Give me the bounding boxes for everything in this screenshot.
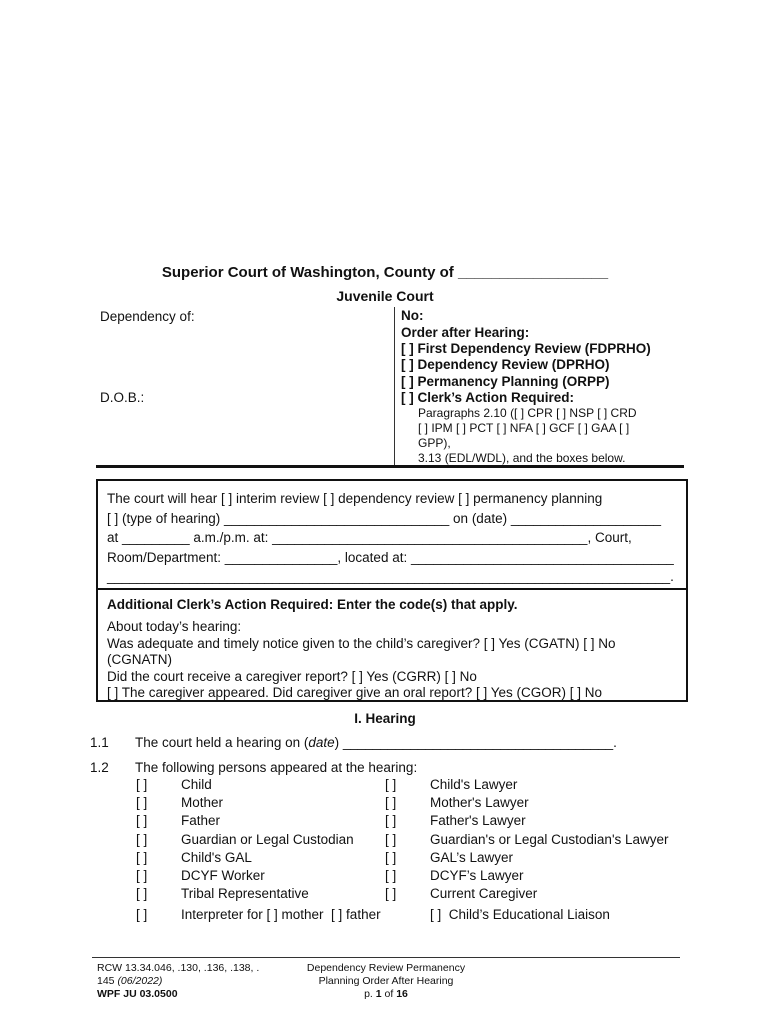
attendee-lawyer-label: Guardian's or Legal Custodian's Lawyer <box>430 831 669 847</box>
footer-rcw: RCW 13.34.046, .130, .136, .138, . <box>97 962 260 974</box>
caption-bottom-rule <box>96 465 684 468</box>
appearances-intro: The following persons appeared at the hearing: <box>135 760 418 775</box>
clerk-line: (CGNATN) <box>107 652 172 667</box>
hearing-date-label: date <box>308 735 335 750</box>
attendee-lawyer-checkbox[interactable]: [ ] <box>385 831 397 847</box>
attendee-checkbox[interactable]: [ ] <box>136 849 148 865</box>
option-clerk-action[interactable]: [ ] Clerk’s Action Required: <box>401 390 575 405</box>
attendee-lawyer-checkbox[interactable]: [ ] <box>385 886 397 902</box>
page-of: of <box>381 988 397 1000</box>
footer-title-2: Planning Order After Hearing <box>318 975 454 987</box>
paragraphs-line-3: GPP), <box>418 436 451 450</box>
hearing-date-line <box>135 735 617 750</box>
footer-title-1: Dependency Review Permanency <box>306 962 466 974</box>
attendee-label: Child's GAL <box>181 849 252 865</box>
paragraphs-line-4: 3.13 (EDL/WDL), and the boxes below. <box>418 451 626 465</box>
attendee-label: Guardian or Legal Custodian <box>181 831 354 847</box>
hearing-notice-box <box>96 479 688 589</box>
attendee-label: Tribal Representative <box>181 886 309 902</box>
attendee-checkbox[interactable]: [ ] <box>136 831 148 847</box>
case-number-label: No: <box>401 308 424 323</box>
attendee-lawyer-checkbox[interactable]: [ ] <box>385 849 397 865</box>
hearing-date-prefix: The court held a hearing on ( <box>135 735 309 750</box>
attendee-checkbox[interactable]: [ ] <box>136 886 148 902</box>
attendee-lawyer-label: GAL’s Lawyer <box>430 849 514 865</box>
footer-rcw-2 <box>97 975 162 988</box>
paragraph-number: 1.1 <box>90 735 109 750</box>
clerk-line[interactable]: Was adequate and timely notice given to the child’s caregiver? [ ] Yes (CGATN) [ ] No <box>107 636 616 651</box>
clerk-action-heading: Additional Clerk’s Action Required: Enter the code(s) that apply. <box>107 597 518 612</box>
footer-date: (06/2022) <box>117 975 163 987</box>
option-dprho[interactable]: [ ] Dependency Review (DPRHO) <box>401 357 610 372</box>
paragraph-number: 1.2 <box>90 760 109 775</box>
attendee-label: Child <box>181 777 212 792</box>
court-subtitle: Juvenile Court <box>336 288 434 304</box>
attendee-checkbox[interactable]: [ ] <box>136 795 148 811</box>
clerk-line[interactable]: [ ] The caregiver appeared. Did caregiver give an oral report? [ ] Yes (CGOR) [ ] No <box>107 685 602 700</box>
footer-form-id: WPF JU 03.0500 <box>97 988 178 1000</box>
footer-rcw-cont: 145 <box>97 975 118 987</box>
footer-page <box>300 988 472 1001</box>
notice-line[interactable]: at _________ a.m./p.m. at: __________________________________________, Court, <box>107 530 632 545</box>
option-fdprho[interactable]: [ ] First Dependency Review (FDPRHO) <box>401 341 651 356</box>
attendee-checkbox[interactable]: [ ] <box>136 868 148 883</box>
hearing-date-field[interactable]: ) ____________________________________. <box>334 735 617 750</box>
page-total: 16 <box>396 988 408 1000</box>
section-heading: I. Hearing <box>354 711 416 726</box>
clerk-line[interactable]: Did the court receive a caregiver report? [ ] Yes (CGRR) [ ] No <box>107 669 477 684</box>
attendee-checkbox[interactable]: [ ] <box>136 813 148 829</box>
notice-line[interactable]: [ ] (type of hearing) ______________________________ on (date) ____________________ <box>107 511 661 526</box>
page-number: 1 <box>375 988 382 1000</box>
paragraphs-line-1: Paragraphs 2.10 ([ ] CPR [ ] NSP [ ] CRD <box>418 406 637 420</box>
court-title: Superior Court of Washington, County of __________________ <box>161 264 609 281</box>
attendee-lawyer-checkbox[interactable]: [ ] <box>385 795 397 811</box>
interpreter-checkbox[interactable]: [ ] <box>136 907 148 922</box>
notice-line[interactable]: Room/Department: _______________, located at: ___________________________________ <box>107 550 674 565</box>
educational-liaison-item[interactable]: [ ] Child’s Educational Liaison <box>430 907 610 922</box>
paragraphs-line-2: [ ] IPM [ ] PCT [ ] NFA [ ] GCF [ ] GAA [ ] <box>418 421 630 435</box>
dependency-of-label: Dependency of: <box>100 309 195 324</box>
order-title: Order after Hearing: <box>401 325 530 340</box>
clerk-action-box <box>96 589 688 702</box>
attendee-label: Father <box>181 813 221 829</box>
footer-rule <box>92 957 680 958</box>
attendee-lawyer-label: Current Caregiver <box>430 886 538 902</box>
interpreter-label[interactable]: Interpreter for [ ] mother [ ] father <box>181 907 381 922</box>
option-orpp[interactable]: [ ] Permanency Planning (ORPP) <box>401 374 610 389</box>
attendee-checkbox[interactable]: [ ] <box>136 777 148 792</box>
notice-line[interactable]: ___________________________________________________________________________. <box>107 569 674 584</box>
attendee-lawyer-label: Child's Lawyer <box>430 777 518 792</box>
attendee-lawyer-label: Father's Lawyer <box>430 813 526 829</box>
attendee-lawyer-checkbox[interactable]: [ ] <box>385 777 397 792</box>
dob-label: D.O.B.: <box>100 390 145 405</box>
notice-line[interactable]: The court will hear [ ] interim review [ ] dependency review [ ] permanency planning <box>107 491 603 506</box>
attendee-label: DCYF Worker <box>181 868 265 883</box>
attendee-lawyer-label: DCYF’s Lawyer <box>430 868 524 883</box>
page-prefix: p. <box>364 988 376 1000</box>
attendee-lawyer-checkbox[interactable]: [ ] <box>385 813 397 829</box>
attendee-lawyer-checkbox[interactable]: [ ] <box>385 868 397 883</box>
attendee-label: Mother <box>181 795 224 811</box>
caption-divider <box>394 307 395 466</box>
attendee-lawyer-label: Mother's Lawyer <box>430 795 529 811</box>
clerk-line: About today’s hearing: <box>107 619 242 634</box>
